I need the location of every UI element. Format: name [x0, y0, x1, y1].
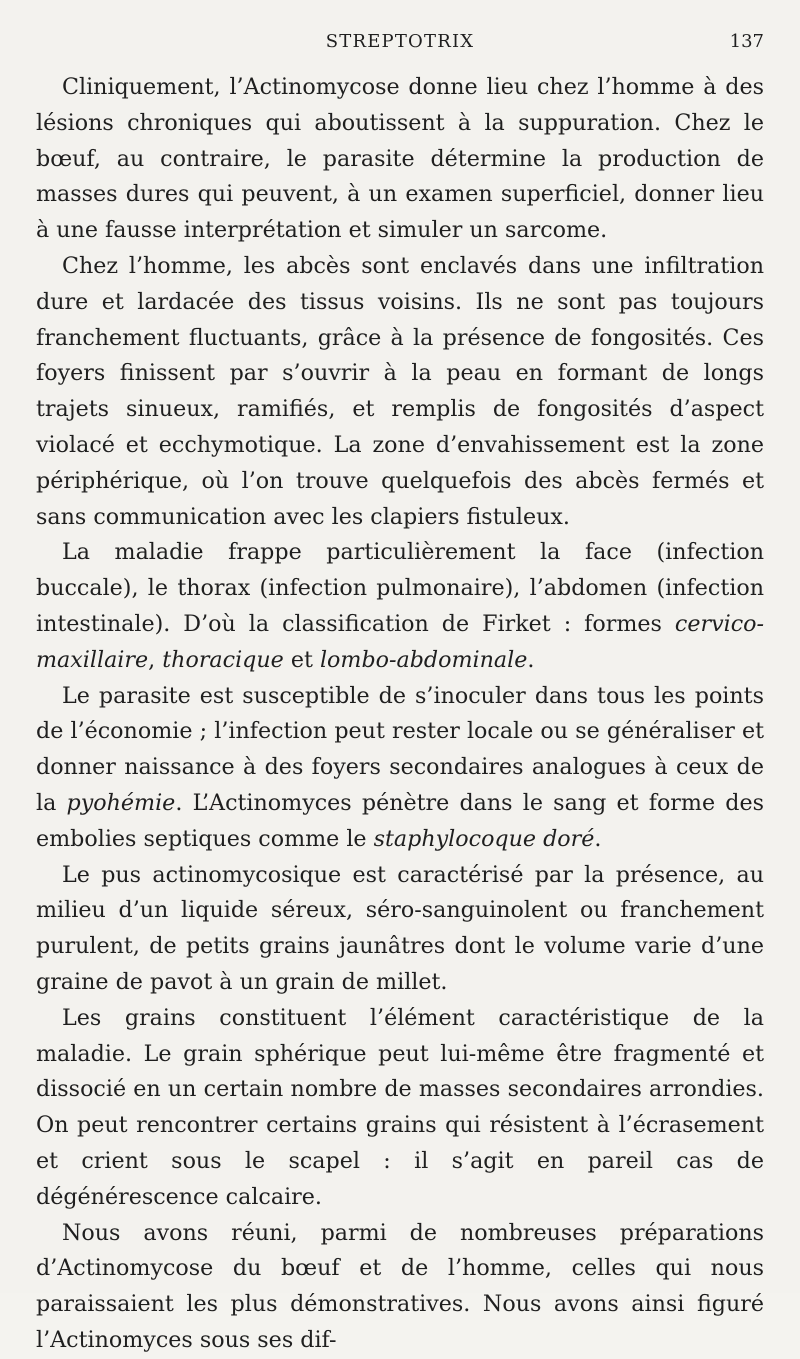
page-number: 137: [729, 31, 764, 52]
paragraph-6: Les grains constituent l’élément caractéristique de la maladie. Le grain sphérique peut lui-même être fragmenté et dissocié en un certain nombre de masses secondaires arrondies. On peut rencontrer certains grains qui résistent à l’écrasement et crient sous le scapel : il s’agit en pareil cas de dégénérescence calcaire.: [36, 1004, 764, 1210]
body-text: [36, 70, 764, 1359]
paragraph-7: Nous avons réuni, parmi de nombreuses préparations d’Actinomycose du bœuf et de l’homme, celles qui nous paraissaient les plus démonstratives. Nous avons ainsi figuré l’Actinomyces sous ses dif-: [36, 1219, 764, 1353]
paragraph-4-italic-2: staphylocoque doré: [373, 825, 595, 852]
paragraph-4-text-2: . L’Actinomyces pénètre dans le sang et forme des embolies septiques comme le: [36, 789, 764, 852]
paragraph-5: Le pus actinomycosique est caractérisé par la présence, au milieu d’un liquide séreux, séro-sanguinolent ou franchement purulent, de petits grains jaunâtres dont le volume varie d’une graine de pavot à un grain de millet.: [36, 861, 764, 995]
paragraph-3-text-4: .: [527, 646, 535, 673]
running-title: STREPTOTRIX: [325, 31, 475, 52]
paragraph-2: Chez l’homme, les abcès sont enclavés dans une infiltration dure et lardacée des tissus voisins. Ils ne sont pas toujours franchement fluctuants, grâce à la présence de fongosités. Ces foyers finissent par s’ouvrir à la peau en formant de longs trajets sinueux, ramifiés, et remplis de fongosités d’aspect violacé et ecchymotique. La zone d’envahissement est la zone périphérique, où l’on trouve quelquefois des abcès fermés et sans communication avec les clapiers fistuleux.: [36, 252, 764, 530]
paragraph-3-italic-1: cervico-maxillaire: [36, 610, 764, 673]
page-header: [36, 30, 764, 54]
paragraph-1: Cliniquement, l’Actinomycose donne lieu chez l’homme à des lésions chroniques qui aboutissent à la suppuration. Chez le bœuf, au contraire, le parasite détermine la production de masses dures qui peuvent, à un examen superficiel, donner lieu à une fausse interprétation et simuler un sarcome.: [36, 74, 764, 244]
paragraph-3-italic-3: lombo-abdominale: [319, 646, 528, 673]
paragraph-4-italic-1: pyohémie: [66, 789, 176, 816]
paragraph-4-text-3: .: [594, 825, 602, 852]
paragraph-4: [36, 679, 764, 858]
paragraph-3-text-3: et: [283, 646, 320, 673]
paragraph-4-text-1: Le parasite est susceptible de s’inoculer dans tous les points de l’économie ; l’infection peut rester locale ou se généraliser et donner naissance à des foyers secondaires analogues à ceux de la: [36, 682, 764, 816]
paragraph-3-text-2: ,: [148, 646, 163, 673]
paragraph-3-text-1: La maladie frappe particulièrement la face (infection buccale), le thorax (infection pulmonaire), l’abdomen (infection intestinale). D’où la classification de Firket : formes: [36, 539, 764, 637]
paragraph-3: [36, 535, 764, 678]
paragraph-3-italic-2: thoracique: [162, 646, 284, 673]
